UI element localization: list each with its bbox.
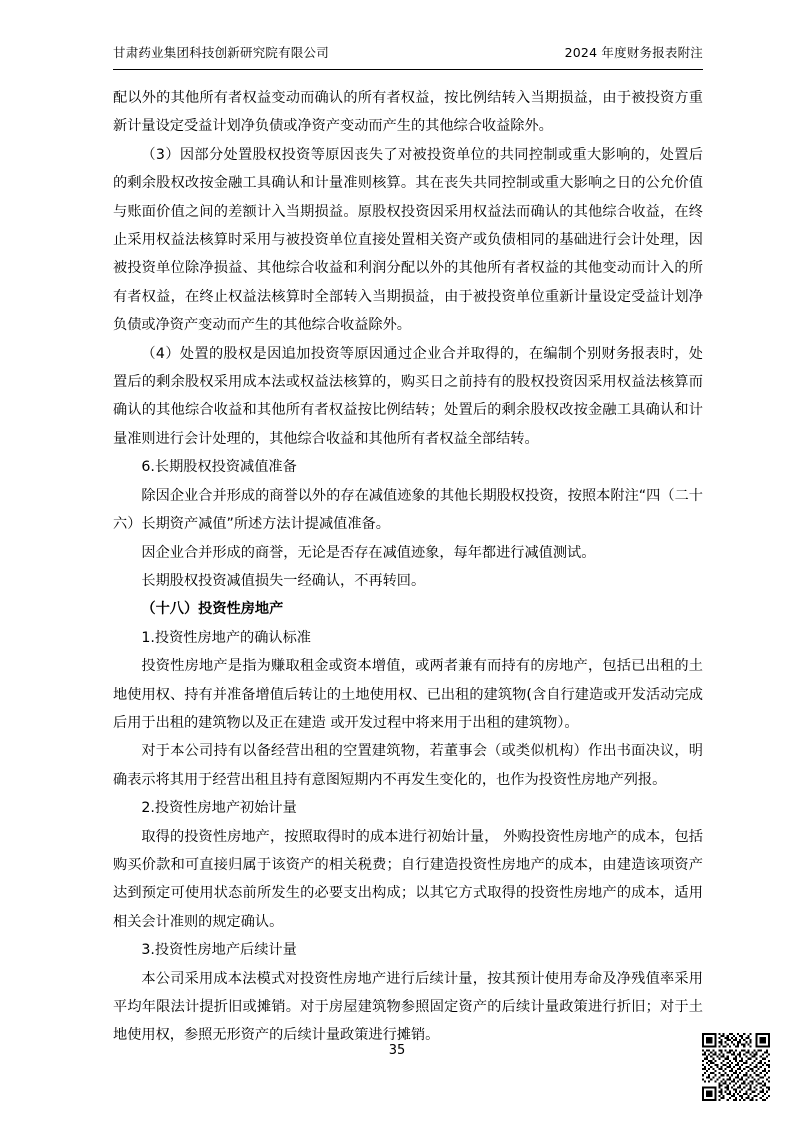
paragraph: 除因企业合并形成的商誉以外的存在减值迹象的其他长期股权投资，按照本附注“四（二十六）长期资产减值”所述方法计提减值准备。 [113,487,703,533]
page-content [113,44,703,1050]
header-company-name: 甘肃药业集团科技创新研究院有限公司 [113,45,329,60]
paragraph: 本公司采用成本法模式对投资性房地产进行后续计量，按其预计使用寿命及净残值率采用平均年限法计提折旧或摊销。对于房屋建筑物参照固定资产的后续计量政策进行折旧；对于土地使用权，参照无形资产的后续计量政策进行摊销。 [113,970,703,1044]
header-document-title: 2024 年度财务报表附注 [564,45,703,60]
page-header [113,44,703,67]
paragraph: 因企业合并形成的商誉，无论是否存在减值迹象，每年都进行减值测试。 [141,544,596,561]
header-divider [113,69,703,70]
section-heading-investment-property: （十八）投资性房地产 [141,601,284,618]
page-number: 35 [388,1043,406,1058]
paragraph-heading-long-term-equity-impairment: 6.长期股权投资减值准备 [141,459,297,476]
paragraph-subheading-initial-measurement: 2.投资性房地产初始计量 [141,800,297,817]
paragraph: 长期股权投资减值损失一经确认，不再转回。 [141,572,426,589]
paragraph: （3）因部分处置股权投资等原因丧失了对被投资单位的共同控制或重大影响的，处置后的剩余股权改按金融工具确认和计量准则核算。其在丧失共同控制或重大影响之日的公允价值与账面价值之间的差额计入当期损益。原股权投资因采用权益法而确认的其他综合收益，在终止采用权益法核算时采用与被投资单位直接处置相关资产或负债相同的基础进行会计处理，因被投资单位除净损益、其他综合收益和利润分配以外的其他所有者权益的其他变动而计入的所有者权益，在终止权益法核算时全部转入当期损益，由于被投资单位重新计量设定受益计划净负债或净资产变动而产生的其他综合收益除外。 [113,146,703,334]
paragraph-subheading-recognition-criteria: 1.投资性房地产的确认标准 [141,629,311,646]
paragraph: 配以外的其他所有者权益变动而确认的所有者权益，按比例结转入当期损益，由于被投资方重新计量设定受益计划净负债或净资产变动而产生的其他综合收益除外。 [113,90,703,135]
qr-code [702,1033,770,1101]
paragraph: 对于本公司持有以备经营出租的空置建筑物，若董事会（或类似机构）作出书面决议，明确表示将其用于经营出租且持有意图短期内不再发生变化的，也作为投资性房地产列报。 [113,743,703,788]
paragraph: 取得的投资性房地产，按照取得时的成本进行初始计量， 外购投资性房地产的成本，包括购买价款和可直接归属于该资产的相关税费；自行建造投资性房地产的成本，由建造该项资产达到预定可使用状态前所发生的必要支出构成；以其它方式取得的投资性房地产的成本，适用相关会计准则的规定确认。 [113,828,703,930]
document-body [113,84,703,1050]
paragraph-subheading-subsequent-measurement: 3.投资性房地产后续计量 [141,942,297,959]
paragraph: 投资性房地产是指为赚取租金或资本增值，或两者兼有而持有的房地产，包括已出租的土地使用权、持有并准备增值后转让的土地使用权、已出租的建筑物(含自行建造或开发活动完成后用于出租的建筑物以及正在建造 或开发过程中将来用于出租的建筑物）。 [113,658,703,731]
paragraph: （4）处置的股权是因追加投资等原因通过企业合并取得的，在编制个别财务报表时，处置后的剩余股权采用成本法或权益法核算的，购买日之前持有的股权投资因采用权益法核算而确认的其他综合收益和其他所有者权益按比例结转；处置后的剩余股权改按金融工具确认和计量准则进行会计处理的，其他综合收益和其他所有者权益全部结转。 [113,345,703,447]
